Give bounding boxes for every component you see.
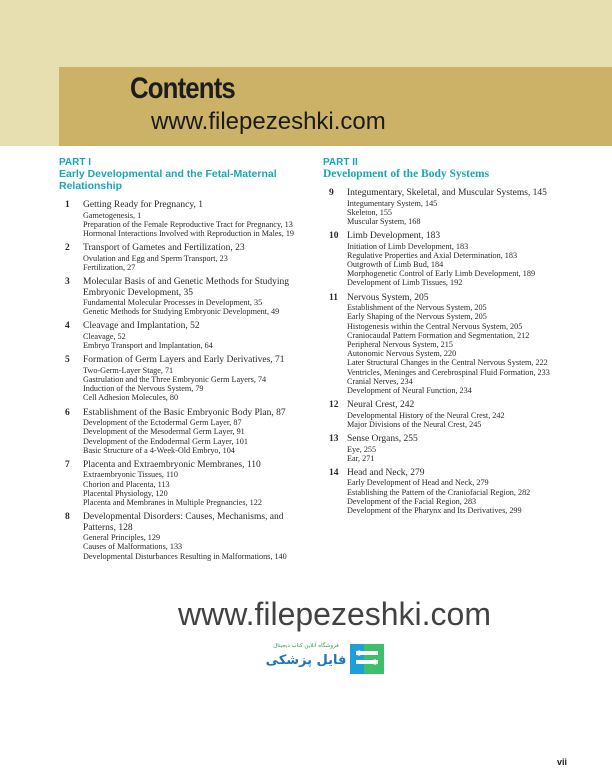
chapter-title: Placenta and Extraembryonic Membranes, 110	[83, 459, 261, 470]
chapter-entry	[59, 512, 299, 561]
section-entry: Development of Limb Tissues, 192	[347, 278, 463, 288]
section-entry: Gametogenesis, 1	[83, 210, 142, 220]
chapter-entry	[323, 188, 585, 226]
section-entry: Basic Structure of a 4-Week-Old Embryo, 104	[83, 445, 235, 455]
section-entry: Embryo Transport and Implantation, 64	[83, 341, 213, 351]
chapter-entry	[59, 200, 299, 238]
chapter-number: 3	[65, 277, 70, 288]
part-title: Early Developmental and the Fetal-Maternal Relationship	[59, 168, 277, 192]
section-entry: Development of the Mesodermal Germ Layer, 91	[83, 427, 245, 437]
section-entry: Development of the Facial Region, 283	[347, 496, 477, 506]
page-title: Contents	[130, 72, 235, 105]
logo-sub-text: فروشگاه آنلاین کتاب دیجیتال	[273, 643, 339, 649]
chapter-number: 1	[65, 200, 70, 210]
section-entry: Causes of Malformations, 133	[83, 542, 183, 552]
chapter-entry	[323, 293, 585, 396]
part-label: PART II	[323, 157, 358, 168]
chapter-list	[323, 188, 585, 515]
chapter-entry	[59, 321, 299, 350]
chapter-entry	[59, 355, 299, 402]
watermark-overlay: www.filepezeshki.com	[178, 596, 491, 632]
chapter-entry	[323, 231, 585, 288]
chapter-number: 13	[329, 434, 339, 445]
section-entry: Major Divisions of the Neural Crest, 245	[347, 419, 482, 429]
chapter-number: 4	[65, 321, 70, 332]
part-label: PART I	[59, 157, 92, 168]
chapter-entry	[59, 243, 299, 272]
section-entry: Ear, 271	[347, 453, 375, 463]
section-entry: Ovulation and Egg and Sperm Transport, 23	[83, 253, 228, 263]
chapter-list	[59, 200, 299, 561]
chapter-number: 8	[65, 512, 70, 523]
chapter-entry	[323, 434, 585, 463]
chapter-number: 2	[65, 243, 70, 254]
section-entry: Preparation of the Female Reproductive Tract for Pregnancy, 13	[83, 219, 293, 229]
section-entry: Histogenesis within the Central Nervous System, 205	[347, 321, 523, 331]
section-entry: Fertilization, 27	[83, 262, 136, 272]
chapter-entry	[323, 400, 585, 429]
section-entry: Peripheral Nervous System, 215	[347, 339, 453, 349]
section-entry: Extraembryonic Tissues, 110	[83, 470, 178, 480]
chapter-title: Cleavage and Implantation, 52	[83, 321, 200, 332]
chapter-entry	[59, 460, 299, 507]
part-title: Development of the Body Systems	[323, 168, 490, 180]
chapter-entry	[59, 277, 299, 316]
section-entry: Cleavage, 52	[83, 331, 126, 341]
chapter-title: Integumentary, Skeletal, and Muscular Systems, 145	[347, 188, 547, 198]
chapter-entry	[59, 408, 299, 455]
section-entry: Skeleton, 155	[347, 207, 393, 217]
section-entry: Development of Neural Function, 234	[347, 385, 472, 395]
chapter-title: Limb Development, 183	[347, 231, 441, 242]
chapter-title: Nervous System, 205	[347, 292, 429, 303]
chapter-number: 9	[329, 188, 334, 198]
chapter-title: Developmental Disorders: Causes, Mechanisms, and Patterns, 128	[83, 512, 284, 533]
logo-brand-text: فایل پزشکی	[265, 653, 347, 668]
section-entry: Early Shaping of the Nervous System, 205	[347, 312, 487, 322]
chapter-title: Formation of Germ Layers and Early Derivatives, 71	[83, 355, 285, 366]
chapter-number: 14	[329, 467, 339, 478]
section-entry: Establishment of the Nervous System, 205	[347, 303, 487, 313]
section-entry: Cell Adhesion Molecules, 80	[83, 393, 179, 403]
section-entry: Early Development of Head and Neck, 279	[347, 478, 489, 488]
section-entry: Placenta and Membranes in Multiple Pregnancies, 122	[83, 498, 262, 508]
section-entry: Establishing the Pattern of the Craniofacial Region, 282	[347, 487, 531, 497]
chapter-number: 10	[329, 231, 339, 242]
section-entry: Eye, 255	[347, 444, 377, 454]
chapter-number: 12	[329, 400, 339, 411]
chapter-entry	[323, 468, 585, 515]
chapter-title: Sense Organs, 255	[347, 434, 418, 445]
section-entry: Development of the Pharynx and Its Derivatives, 299	[347, 506, 522, 516]
section-entry: Developmental History of the Neural Crest, 242	[347, 410, 505, 420]
section-entry: Integumentary System, 145	[347, 198, 438, 208]
chapter-number: 11	[329, 292, 338, 303]
section-entry: Later Structural Changes in the Central Nervous System, 222	[347, 358, 548, 368]
chapter-title: Neural Crest, 242	[347, 400, 415, 411]
watermark-top: www.filepezeshki.com	[151, 108, 386, 135]
chapter-number: 7	[65, 459, 70, 470]
chapter-title: Head and Neck, 279	[347, 467, 425, 478]
section-entry: Outgrowth of Limb Bud, 184	[347, 260, 444, 270]
contents-column-left	[59, 157, 299, 566]
section-entry: Genetic Methods for Studying Embryonic Development, 49	[83, 307, 280, 317]
contents-column-right	[323, 157, 585, 520]
section-entry: Development of the Ectodermal Germ Layer, 87	[83, 418, 242, 428]
logo-mark-icon	[350, 644, 384, 674]
filepezeshki-logo	[262, 638, 398, 684]
chapter-number: 5	[65, 355, 70, 366]
section-entry: Muscular System, 168	[347, 216, 421, 226]
section-entry: Autonomic Nervous System, 220	[347, 349, 457, 359]
section-entry: Ventricles, Meninges and Cerebrospinal Fluid Formation, 233	[347, 367, 550, 377]
chapter-title: Molecular Basis of and Genetic Methods for Studying Embryonic Development, 35	[83, 277, 290, 298]
chapter-number: 6	[65, 407, 70, 418]
chapter-title: Establishment of the Basic Embryonic Body Plan, 87	[83, 407, 286, 418]
chapter-title: Transport of Gametes and Fertilization, 23	[83, 243, 245, 254]
section-entry: Development of the Endodermal Germ Layer, 101	[83, 436, 248, 446]
section-entry: Chorion and Placenta, 113	[83, 479, 170, 489]
chapter-title: Getting Ready for Pregnancy, 1	[83, 200, 203, 210]
section-entry: Initiation of Limb Development, 183	[347, 241, 469, 251]
section-entry: Placental Physiology, 120	[83, 488, 168, 498]
section-entry: Induction of the Nervous System, 79	[83, 384, 204, 394]
section-entry: Morphogenetic Control of Early Limb Development, 189	[347, 269, 536, 279]
page-number: vii	[556, 757, 567, 767]
section-entry: Craniocaudal Pattern Formation and Segmentation, 212	[347, 330, 530, 340]
section-entry: Fundamental Molecular Processes in Development, 35	[83, 298, 263, 308]
section-entry: General Principles, 129	[83, 533, 161, 543]
section-entry: Regulative Properties and Axial Determination, 183	[347, 250, 518, 260]
section-entry: Gastrulation and the Three Embryonic Germ Layers, 74	[83, 375, 267, 385]
section-entry: Developmental Disturbances Resulting in Malformations, 140	[83, 551, 287, 561]
section-entry: Hormonal Interactions Involved with Reproduction in Males, 19	[83, 228, 295, 238]
section-entry: Cranial Nerves, 234	[347, 376, 413, 386]
section-entry: Two-Germ-Layer Stage, 71	[83, 365, 174, 375]
